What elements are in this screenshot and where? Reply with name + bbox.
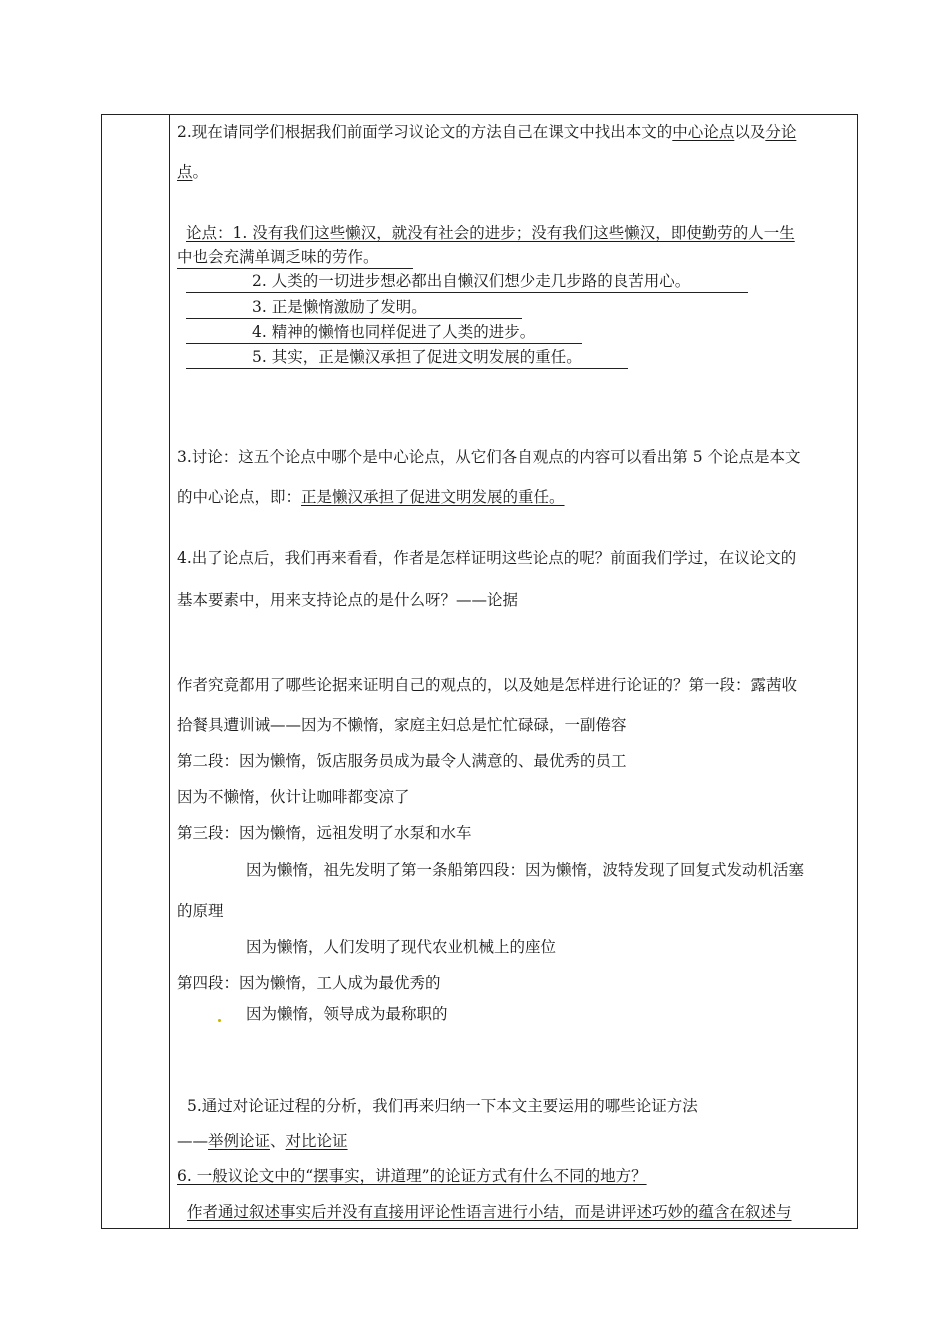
q5-text: 5.通过对论证过程的分析，我们再来归纳一下本文主要运用的哪些论证方法 xyxy=(187,1097,698,1115)
q2-term-central-argument: 中心论点 xyxy=(672,123,735,141)
q5-separator: 、 xyxy=(270,1132,286,1150)
point-1-line-1 xyxy=(186,223,795,243)
analysis-text-1: 作者究竟都用了哪些论据来证明自己的观点的，以及她是怎样进行论证的？第一段：露茜收 xyxy=(177,676,798,694)
q4-line-2 xyxy=(177,590,518,610)
q6-answer: 作者通过叙述事实后并没有直接用评论性语言进行小结，而是讲评述巧妙的蕴含在叙述与 xyxy=(187,1203,792,1221)
q3-text-cont: 的中心论点，即： xyxy=(177,488,302,506)
q6-line-1 xyxy=(177,1166,647,1186)
q2-period: 。 xyxy=(192,163,209,181)
analysis-text-7: 的原理 xyxy=(177,902,224,920)
analysis-text-10: 因为懒惰，领导成为最称职的 xyxy=(246,1005,448,1023)
q2-connector: 以及 xyxy=(734,123,766,141)
q2-term-sub-argument: 分论 xyxy=(765,123,797,141)
point-5-text: 5. 其实，正是懒汉承担了促进文明发展的重任。 xyxy=(186,347,628,369)
analysis-text-2: 拾餐具遭训诫——因为不懒惰，家庭主妇总是忙忙碌碌，一副倦容 xyxy=(177,716,627,734)
point-3 xyxy=(186,297,522,319)
analysis-text-5: 第三段：因为懒惰，远祖发明了水泵和水车 xyxy=(177,824,472,842)
q2-term-sub-argument-end: 点 xyxy=(177,163,193,181)
analysis-line-1 xyxy=(177,675,797,695)
point-5 xyxy=(186,347,628,369)
analysis-line-2 xyxy=(177,715,627,735)
q3-answer: 正是懒汉承担了促进文明发展的重任。 xyxy=(301,488,565,506)
q2-text: 2.现在请同学们根据我们前面学习议论文的方法自己在课文中找出本文的 xyxy=(177,123,673,141)
q3-line-2 xyxy=(177,487,565,507)
analysis-line-9 xyxy=(177,973,441,993)
q4-text: 4.出了论点后，我们再来看看，作者是怎样证明这些论点的呢？前面我们学过，在议论文的 xyxy=(177,549,797,567)
q5-line-2 xyxy=(177,1131,348,1151)
table-left-column xyxy=(102,115,170,1228)
point-1-text-cont: 中也会充满单调乏味的劳作。 xyxy=(177,247,413,269)
q3-text: 3.讨论：这五个论点中哪个是中心论点，从它们各自观点的内容可以看出第 5 个论点是本文 xyxy=(177,448,801,466)
q5-method-contrast: 对比论证 xyxy=(285,1132,348,1150)
q2-line-1 xyxy=(177,122,796,142)
point-4 xyxy=(186,322,582,344)
analysis-line-4 xyxy=(177,787,410,807)
q5-line-1 xyxy=(187,1096,698,1116)
analysis-line-7 xyxy=(177,901,224,921)
q6-line-2 xyxy=(187,1202,792,1222)
q3-line-1 xyxy=(177,447,801,467)
point-4-text: 4. 精神的懒惰也同样促进了人类的进步。 xyxy=(186,322,582,344)
analysis-text-9: 第四段：因为懒惰，工人成为最优秀的 xyxy=(177,974,441,992)
analysis-text-6: 因为懒惰，祖先发明了第一条船第四段：因为懒惰，波特发现了回复式发动机活塞 xyxy=(246,861,805,879)
point-2 xyxy=(186,271,748,293)
point-3-text: 3. 正是懒惰激励了发明。 xyxy=(186,297,522,319)
analysis-line-5 xyxy=(177,823,472,843)
q4-line-1 xyxy=(177,548,796,568)
analysis-line-10 xyxy=(246,1004,448,1024)
analysis-line-8 xyxy=(246,937,556,957)
analysis-text-8: 因为懒惰，人们发明了现代农业机械上的座位 xyxy=(246,938,557,956)
point-1-line-2 xyxy=(177,247,413,269)
analysis-text-3: 第二段：因为懒惰，饭店服务员成为最令人满意的、最优秀的员工 xyxy=(177,752,627,770)
q2-line-2 xyxy=(177,162,208,182)
q5-method-example: 举例论证 xyxy=(208,1132,271,1150)
q5-dash: —— xyxy=(177,1132,208,1150)
analysis-line-3 xyxy=(177,751,627,771)
point-1-text: 论点：1. 没有我们这些懒汉，就没有社会的进步；没有我们这些懒汉，即使勤劳的人一生 xyxy=(186,224,795,242)
analysis-text-4: 因为不懒惰，伙计让咖啡都变凉了 xyxy=(177,788,410,806)
ink-dot-mark xyxy=(218,1019,221,1022)
q6-text: 6. 一般议论文中的“摆事实，讲道理”的论证方式有什么不同的地方？ xyxy=(177,1167,647,1185)
q4-text-cont: 基本要素中，用来支持论点的是什么呀？——论据 xyxy=(177,591,519,609)
point-2-text: 2. 人类的一切进步想必都出自懒汉们想少走几步路的良苦用心。 xyxy=(186,271,748,293)
analysis-line-6 xyxy=(246,860,804,880)
